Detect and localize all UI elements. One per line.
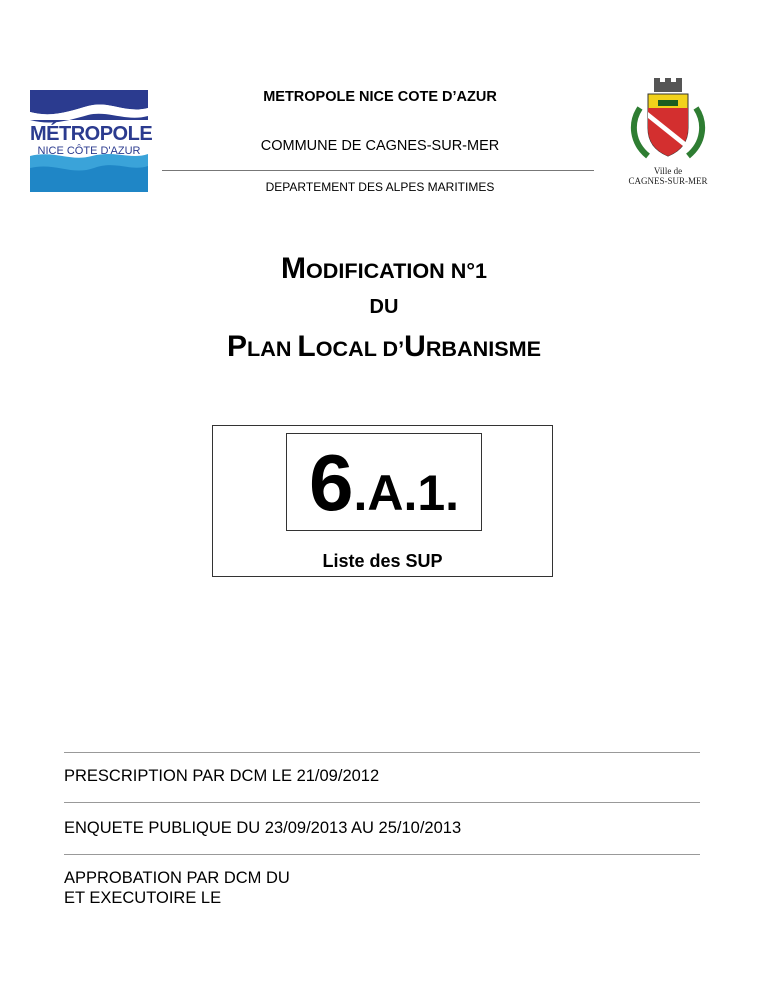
title-line1-rest: ODIFICATION N°1 (306, 258, 487, 283)
title-line1 (0, 252, 768, 286)
title-line3-lan: LAN (247, 336, 298, 361)
document-subtitle: Liste des SUP (322, 551, 443, 571)
title-line3-u: U (404, 330, 426, 363)
metropole-logo (30, 90, 153, 192)
step-approbation-line1: APPROBATION PAR DCM DU (64, 869, 290, 887)
commune-logo (618, 78, 718, 190)
header-organisation: METROPOLE NICE COTE D’AZUR (263, 89, 497, 105)
header-commune: COMMUNE DE CAGNES-SUR-MER (260, 138, 500, 154)
step-prescription: PRESCRIPTION PAR DCM LE 21/09/2012 (64, 767, 380, 785)
title-line3-l: L (297, 330, 316, 363)
commune-caption-line2: CAGNES-SUR-MER (628, 176, 708, 186)
title-line2: DU (369, 296, 399, 318)
header-divider (162, 170, 594, 171)
title-line3-rbanisme: RBANISME (425, 336, 541, 361)
document-code-rest: .A.1. (353, 465, 460, 521)
divider (64, 752, 700, 753)
metropole-logo-line1: MÉTROPOLE (30, 123, 153, 145)
title-line1-initial: M (281, 252, 306, 285)
step-approbation (64, 868, 290, 908)
commune-logo-caption (618, 166, 718, 186)
title-line3 (0, 330, 768, 364)
divider (64, 802, 700, 803)
document-code-main: 6 (308, 438, 354, 527)
header-departement: DEPARTEMENT DES ALPES MARITIMES (265, 180, 495, 194)
step-approbation-line2: ET EXECUTOIRE LE (64, 889, 222, 907)
title-line3-p: P (227, 330, 248, 363)
commune-caption-line1: Ville de (653, 166, 683, 176)
step-enquete: ENQUETE PUBLIQUE DU 23/09/2013 AU 25/10/2013 (64, 819, 462, 837)
title-line3-ocal: OCAL D’ (315, 336, 405, 361)
divider (64, 854, 700, 855)
document-code (286, 433, 482, 531)
coat-of-arms-icon (618, 78, 718, 164)
metropole-logo-line2: NICE CÔTE D'AZUR (37, 145, 141, 157)
